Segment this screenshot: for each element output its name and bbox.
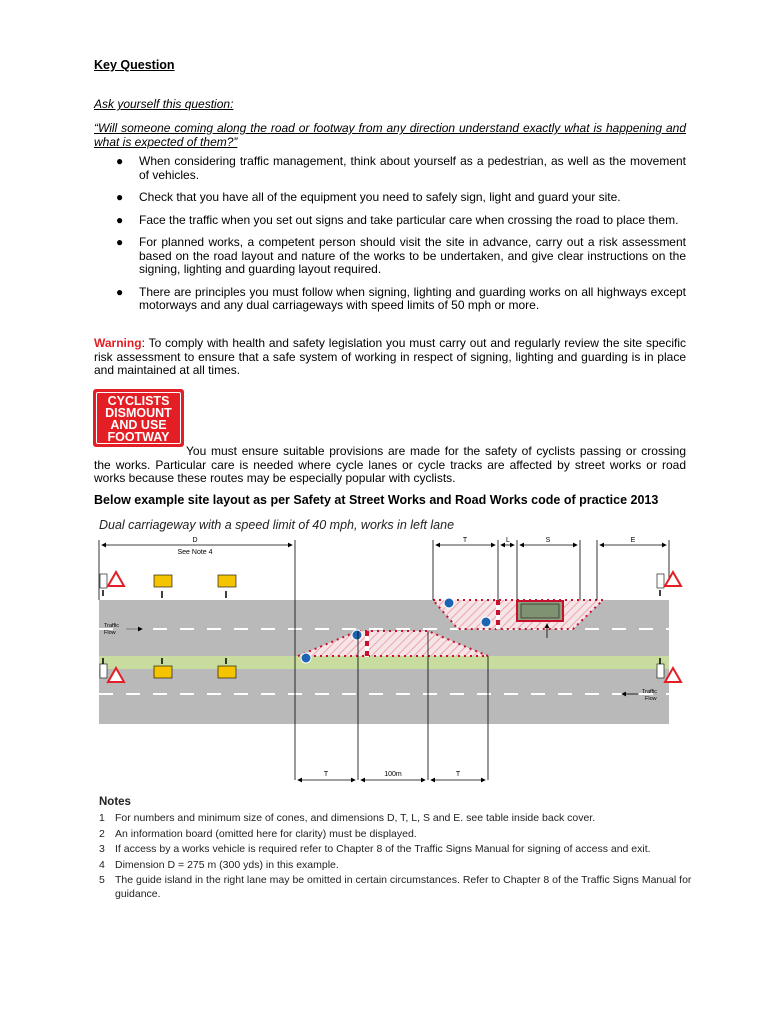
warning-label: Warning [94, 336, 142, 350]
cyclists-paragraph: You must ensure suitable provisions are made for the safety of cyclists passing or crossing the works. Particular care is needed where cycle lanes or cycle tracks are affected by street works or road works because these routes may be especially popular with cyclists. [94, 444, 686, 485]
right-carriageway [99, 669, 669, 724]
list-item: ● Check that you have all of the equipment you need to safely sign, light and guard your site. [116, 190, 621, 204]
list-item: ● When considering traffic management, think about yourself as a pedestrian, as well as the movement of vehicles. [116, 154, 686, 182]
dim-d-label: D [192, 537, 198, 544]
dim-t-bottom-left: T [323, 771, 329, 778]
cyclists-dismount-sign: CYCLISTS DISMOUNT AND USE FOOTWAY [93, 389, 184, 447]
list-item: 5 The guide island in the right lane may be omitted in certain circumstances. Refer to Chapter 8 of the Traffic Signs Manual for guidance. [99, 874, 692, 900]
dim-t-label: T [462, 537, 468, 544]
list-item: 2 An information board (omitted here for clarity) must be displayed. [99, 827, 417, 840]
traffic-flow-right: Traffic [642, 689, 657, 695]
list-item: 1 For numbers and minimum size of cones, and dimensions D, T, L, S and E. see table inside back cover. [99, 812, 596, 824]
site-layout-heading: Below example site layout as per Safety at Street Works and Road Works code of practice 2013 [94, 493, 659, 507]
dim-e-label: E [630, 537, 636, 544]
traffic-flow-left-2: Flow [104, 630, 116, 636]
list-item: 4 Dimension D = 275 m (300 yds) in this example. [99, 858, 339, 871]
list-item: ● Face the traffic when you set out signs and take particular care when crossing the road to place them. [116, 212, 679, 227]
list-item: 3 If access by a works vehicle is required refer to Chapter 8 of the Traffic Signs Manual for signing of access and exit. [99, 843, 651, 855]
traffic-flow-right-2: Flow [645, 696, 657, 702]
ask-yourself-text: Ask yourself this question: [94, 97, 234, 111]
dim-t-bottom-right: T [455, 771, 461, 778]
list-item: ● For planned works, a competent person should visit the site in advance, carry out a risk assessment based on the road layout and nature of the works to be undertaken, and give clear instructions on the signing, lighting and guarding layout required. [116, 235, 686, 276]
bullet-icon: ● [116, 154, 124, 168]
diagram-title: Dual carriageway with a speed limit of 40 mph, works in left lane [99, 518, 455, 532]
dim-s-label: S [545, 537, 551, 544]
key-quote: “Will someone coming along the road or footway from any direction understand exactly what is happening and what is expected of them?” [94, 121, 686, 149]
notes-heading: Notes [99, 796, 131, 808]
traffic-flow-left: Traffic [104, 623, 119, 629]
bullet-icon: ● [116, 212, 124, 227]
dim-100m-label: 100m [384, 771, 402, 778]
bullet-icon: ● [116, 190, 124, 204]
bullet-icon: ● [116, 235, 124, 249]
list-item: ● There are principles you must follow when signing, lighting and guarding works on all highways except motorways and any dual carriageways with speed limits of 50 mph or more. [116, 284, 686, 312]
bullet-icon: ● [116, 284, 124, 299]
central-reserve [99, 656, 669, 669]
warning-paragraph: Warning: To comply with health and safety legislation you must carry out and regularly review the site specific risk assessment to ensure that a safe system of working in respect of signing, lighting and guarding is in place and maintained at all times. [94, 336, 686, 377]
key-question-heading: Key Question [94, 58, 175, 72]
notes-list [99, 812, 699, 903]
dim-l-label: L [506, 537, 510, 544]
see-note-label: See Note 4 [177, 549, 213, 556]
